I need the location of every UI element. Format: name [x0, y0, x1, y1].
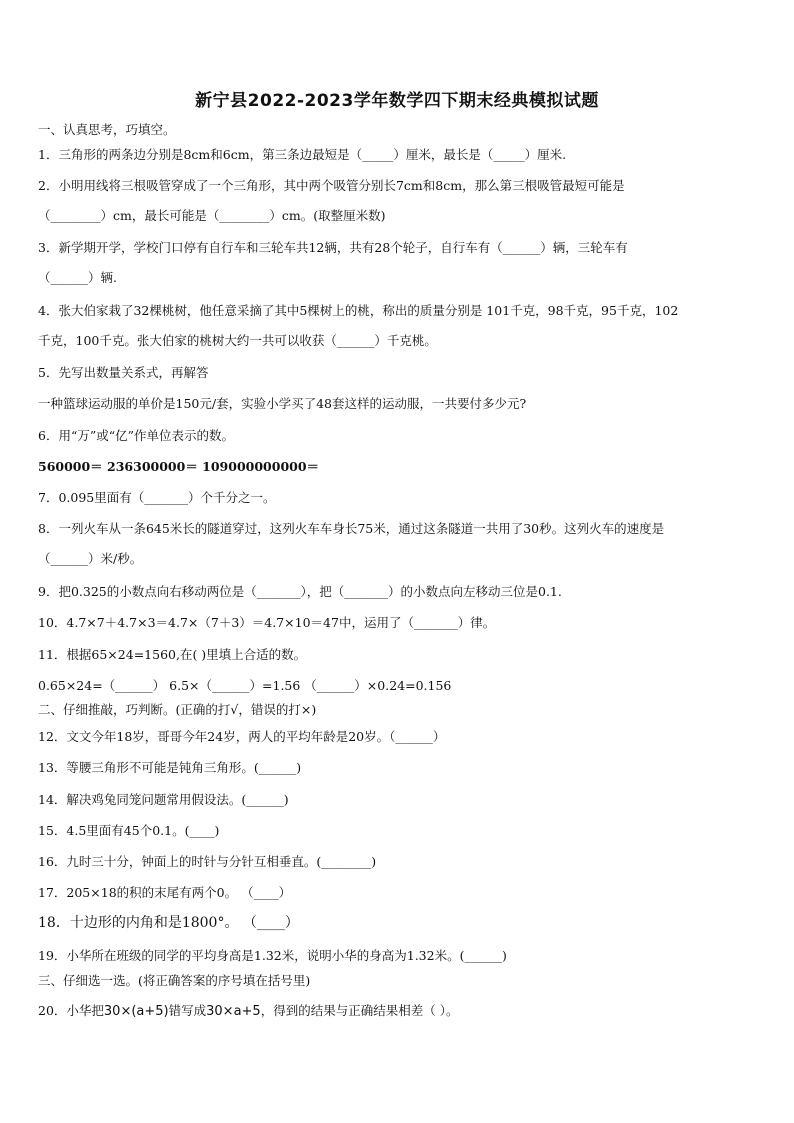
question-10: 10．4.7×7＋4.7×3＝4.7×（7＋3）＝4.7×10＝47中，运用了（_______）律。: [38, 615, 496, 630]
question-18: 18．十边形的内角和是1800°。 （____）: [38, 915, 299, 931]
question-15: 15．4.5里面有45个0.1。(____): [38, 823, 220, 838]
question-8-line-2: （______）米/秒。: [38, 551, 143, 566]
question-20-text-b: 错写成: [168, 1003, 207, 1018]
question-6-line-1: 6．用“万”或“亿”作单位表示的数。: [38, 428, 235, 443]
question-8-line-1: 8．一列火车从一条645米长的隧道穿过，这列火车车身长75米，通过这条隧道一共用了30秒。这列火车的速度是: [38, 521, 665, 536]
question-9: 9．把0.325的小数点向右移动两位是（_______），把（_______）的小数点向左移动三位是0.1.: [38, 584, 562, 599]
question-7: 7．0.095里面有（_______）个千分之一。: [38, 490, 276, 505]
question-16: 16．九时三十分，钟面上的时针与分针互相垂直。(________): [38, 854, 377, 869]
question-4-line-2: 千克，100千克。张大伯家的桃树大约一共可以收获（______）千克桃。: [38, 333, 437, 348]
question-6-line-2: 560000＝ 236300000＝ 109000000000＝: [38, 459, 320, 474]
question-12: 12．文文今年18岁，哥哥今年24岁，两人的平均年龄是20岁。（______）: [38, 729, 446, 744]
question-2-line-2: （________）cm，最长可能是（________）cm。(取整厘米数): [38, 208, 386, 223]
question-14: 14．解决鸡兔同笼问题常用假设法。(______): [38, 792, 289, 807]
question-3-line-1: 3．新学期开学，学校门口停有自行车和三轮车共12辆，共有28个轮子，自行车有（______）辆，三轮车有: [38, 240, 628, 255]
question-19: 19．小华所在班级的同学的平均身高是1.32米，说明小华的身高为1.32米。(______): [38, 948, 507, 963]
question-11-line-2: 0.65×24=（______） 6.5×（______）=1.56 （______）×0.24=0.156: [38, 678, 452, 693]
question-20-correct-expression: 30×(a+5): [103, 1004, 169, 1019]
question-1: 1．三角形的两条边分别是8cm和6cm，第三条边最短是（_____）厘米，最长是（_____）厘米.: [38, 147, 567, 162]
question-5-line-1: 5．先写出数量关系式，再解答: [38, 365, 209, 380]
page-title: 新宁县2022-2023学年数学四下期末经典模拟试题: [195, 91, 599, 111]
question-3-line-2: （______）辆.: [38, 270, 117, 285]
question-13: 13．等腰三角形不可能是钝角三角形。(______): [38, 760, 302, 775]
section-1-heading: 一、认真思考，巧填空。: [38, 122, 176, 137]
question-20: [38, 1003, 458, 1020]
question-20-text-a: 20．小华把: [38, 1003, 104, 1018]
question-20-wrong-expression: 30×a+5: [206, 1004, 261, 1019]
question-4-line-1: 4．张大伯家栽了32棵桃树，他任意采摘了其中5棵树上的桃，称出的质量分别是 101千克，98千克，95千克，102: [38, 303, 679, 318]
section-3-heading: 三、仔细选一选。(将正确答案的序号填在括号里): [38, 973, 311, 988]
question-2-line-1: 2．小明用线将三根吸管穿成了一个三角形，其中两个吸管分别长7cm和8cm，那么第三根吸管最短可能是: [38, 178, 625, 193]
question-5-line-2: 一种篮球运动服的单价是150元/套，实验小学买了48套这样的运动服，一共要付多少元?: [38, 396, 527, 411]
question-17: 17．205×18的积的末尾有两个0。 （____）: [38, 885, 292, 900]
question-11-line-1: 11．根据65×24=1560,在( )里填上合适的数。: [38, 647, 307, 662]
question-20-text-c: ，得到的结果与正确结果相差（ ）。: [260, 1003, 459, 1018]
section-2-heading: 二、仔细推敲，巧判断。(正确的打√，错误的打×): [38, 702, 317, 717]
